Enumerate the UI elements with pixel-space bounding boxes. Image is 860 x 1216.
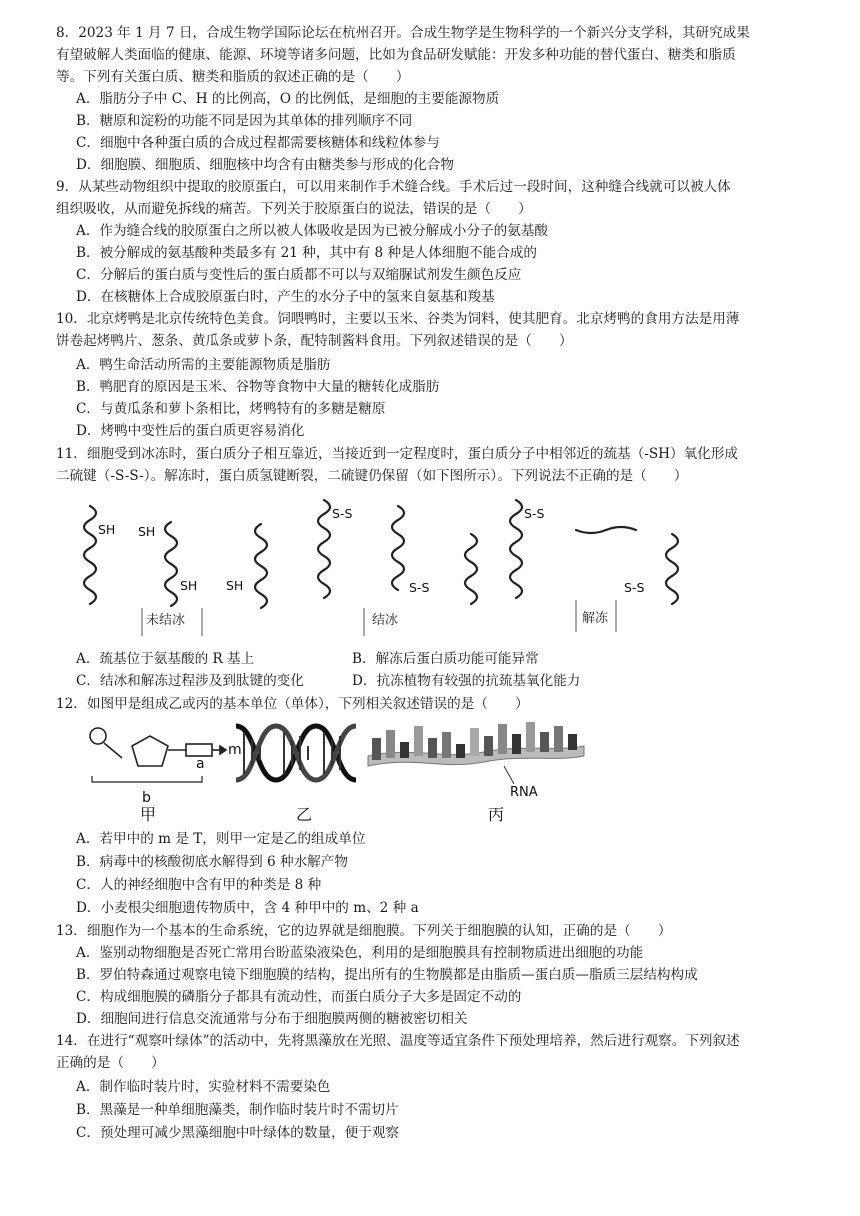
stretched-chain-icon <box>576 527 636 533</box>
coil-icon <box>165 522 177 550</box>
q10-stem-line1: 10．北京烤鸭是北京传统特色美食。饲喂鸭时，主要以玉米、谷类为饲料，使其肥育。北京烤鸭的食用方法是用薄 <box>56 311 740 327</box>
q11-stem-line2: 二硫键（-S-S-）。解冻时，蛋白质氢键断裂，二硫键仍保留（如下图所示）。下列说法不正确的是（ ） <box>56 468 688 484</box>
label-m: m <box>228 742 242 758</box>
q9-option-b: B．被分解成的氨基酸种类最多有 21 种，其中有 8 种是人体细胞不能合成的 <box>76 245 538 261</box>
label-rna: RNA <box>510 785 538 800</box>
q11-option-c: C．结冰和解冻过程涉及到肽键的变化 <box>76 673 304 689</box>
panel-label-unfrozen: 未结冰 <box>146 613 186 628</box>
q14-option-b: B．黑藻是一种单细胞藻类，制作临时装片时不需切片 <box>76 1102 399 1118</box>
q13-stem-line1: 13．细胞作为一个基本的生命系统，它的边界就是细胞膜。下列关于细胞膜的认知，正确的是（ ） <box>56 923 672 939</box>
q11-option-a: A．巯基位于氨基酸的 R 基上 <box>76 651 255 667</box>
coil-icon <box>666 576 678 604</box>
q14-option-c: C．预处理可减少黑藻细胞中叶绿体的数量，便于观察 <box>76 1125 400 1141</box>
q9-stem-line1: 9．从某些动物组织中提取的胶原蛋白，可以用来制作手术缝合线。手术后过一段时间，这种缝合线就可以被人体 <box>56 179 731 195</box>
panel-label-thawed: 解冻 <box>582 611 609 626</box>
label-jia: 甲 <box>140 805 157 824</box>
q14-stem-line1: 14．在进行“观察叶绿体”的活动中，先将黑藻放在光照、温度等适宜条件下预处理培养，然后进行观察。下列叙述 <box>56 1033 740 1049</box>
coil-icon <box>318 514 330 598</box>
q8-stem-line1: 8．2023 年 1 月 7 日，合成生物学国际论坛在杭州召开。合成生物学是生物科学的一个新兴分支学科，其研究成果 <box>56 25 750 41</box>
ss-label: S-S <box>409 580 430 595</box>
q12-option-d: D．小麦根尖细胞遗传物质中，含 4 种甲中的 m、2 种 a <box>76 900 419 916</box>
q11-disulfide-figure <box>76 490 696 640</box>
q8-stem-line3: 等。下列有关蛋白质、糖类和脂质的叙述正确的是（ ） <box>56 69 410 85</box>
q13-option-c: C．构成细胞膜的磷脂分子都具有流动性，而蛋白质分子大多是固定不动的 <box>76 989 522 1005</box>
ss-label: S-S <box>332 506 353 521</box>
coil-icon <box>165 550 177 606</box>
q12-option-c: C．人的神经细胞中含有甲的种类是 8 种 <box>76 877 322 893</box>
q11-option-b: B．解冻后蛋白质功能可能异常 <box>352 651 539 667</box>
q9-stem-line2: 组织吸收，从而避免拆线的痛苦。下列关于胶原蛋白的说法，错误的是（ ） <box>56 201 532 217</box>
label-bing: 丙 <box>488 805 505 824</box>
coil-icon <box>666 534 678 576</box>
ss-label: S-S <box>624 580 645 595</box>
q10-option-b: B．鸭肥育的原因是玉米、谷物等食物中大量的糖转化成脂肪 <box>76 379 440 395</box>
q10-option-c: C．与黄瓜条和萝卜条相比，烤鸭特有的多糖是糖原 <box>76 401 386 417</box>
coil-icon <box>255 552 267 608</box>
sh-label: SH <box>138 524 156 539</box>
q9-option-d: D．在核糖体上合成胶原蛋白时，产生的水分子中的氢来自氨基和羧基 <box>76 289 495 305</box>
coil-icon <box>84 506 96 548</box>
panel-label-frozen: 结冰 <box>372 613 399 628</box>
sh-label: SH <box>226 578 244 593</box>
q12-option-a: A．若甲中的 m 是 T，则甲一定是乙的组成单位 <box>76 831 366 847</box>
q11-stem-line1: 11．细胞受到冰冻时，蛋白质分子相互靠近，当接近到一定程度时，蛋白质分子中相邻近的巯基（-SH）氧化形成 <box>56 446 738 462</box>
q8-stem-line2: 有望破解人类面临的健康、能源、环境等诸多问题，比如为食品研发赋能：开发多种功能的替代蛋白、糖类和脂质 <box>56 47 736 63</box>
dna-helix-icon <box>236 726 356 780</box>
q9-option-c: C．分解后的蛋白质与变性后的蛋白质都不可以与双缩脲试剂发生颜色反应 <box>76 267 522 283</box>
q10-option-d: D．烤鸭中变性后的蛋白质更容易消化 <box>76 423 305 439</box>
q8-option-a: A．脂肪分子中 C、H 的比例高，O 的比例低，是细胞的主要能源物质 <box>76 91 500 107</box>
nucleotide-icon <box>90 728 226 782</box>
coil-icon <box>392 520 404 590</box>
q8-option-b: B．糖原和淀粉的功能不同是因为其单体的排列顺序不同 <box>76 113 413 129</box>
label-yi: 乙 <box>296 805 313 824</box>
q13-option-d: D．细胞间进行信息交流通常与分布于细胞膜两侧的糖被密切相关 <box>76 1011 468 1027</box>
q13-option-a: A．鉴别动物细胞是否死亡常用台盼蓝染液染色，利用的是细胞膜具有控制物质进出细胞的功能 <box>76 945 644 961</box>
q13-option-b: B．罗伯特森通过观察电镜下细胞膜的结构，提出所有的生物膜都是由脂质—蛋白质—脂质三层结构构成 <box>76 967 698 983</box>
q8-option-d: D．细胞膜、细胞质、细胞核中均含有由糖类参与形成的化合物 <box>76 157 454 173</box>
q12-stem-line1: 12．如图甲是组成乙或丙的基本单位（单体），下列相关叙述错误的是（ ） <box>56 696 529 712</box>
q11-option-d: D．抗冻植物有较强的抗巯基氧化能力 <box>352 673 581 689</box>
q11-options-row1 <box>76 648 816 670</box>
q12-option-b: B．病毒中的核酸彻底水解得到 6 种水解产物 <box>76 854 348 870</box>
label-b: b <box>142 790 151 806</box>
coil-icon <box>255 524 267 552</box>
q10-option-a: A．鸭生命活动所需的主要能源物质是脂肪 <box>76 357 331 373</box>
coil-icon <box>84 548 96 604</box>
q9-option-a: A．作为缝合线的胶原蛋白之所以被人体吸收是因为已被分解成小分子的氨基酸 <box>76 223 549 239</box>
rna-strand-icon <box>368 722 584 784</box>
q10-stem-line2: 饼卷起烤鸭片、葱条、黄瓜条或萝卜条，配特制酱料食用。下列叙述错误的是（ ） <box>56 333 573 349</box>
coil-icon <box>465 576 477 604</box>
coil-icon <box>510 514 522 598</box>
ss-label: S-S <box>524 506 545 521</box>
q12-nucleotide-figure <box>84 716 604 826</box>
q14-option-a: A．制作临时装片时，实验材料不需要染色 <box>76 1079 331 1095</box>
sh-label: SH <box>98 522 116 537</box>
sh-label: SH <box>180 578 198 593</box>
q11-options-row2 <box>76 670 816 692</box>
q14-stem-line2: 正确的是（ ） <box>56 1055 165 1071</box>
coil-icon <box>465 534 477 576</box>
label-a: a <box>196 756 205 772</box>
q8-option-c: C．细胞中各种蛋白质的合成过程都需要核糖体和线粒体参与 <box>76 135 440 151</box>
